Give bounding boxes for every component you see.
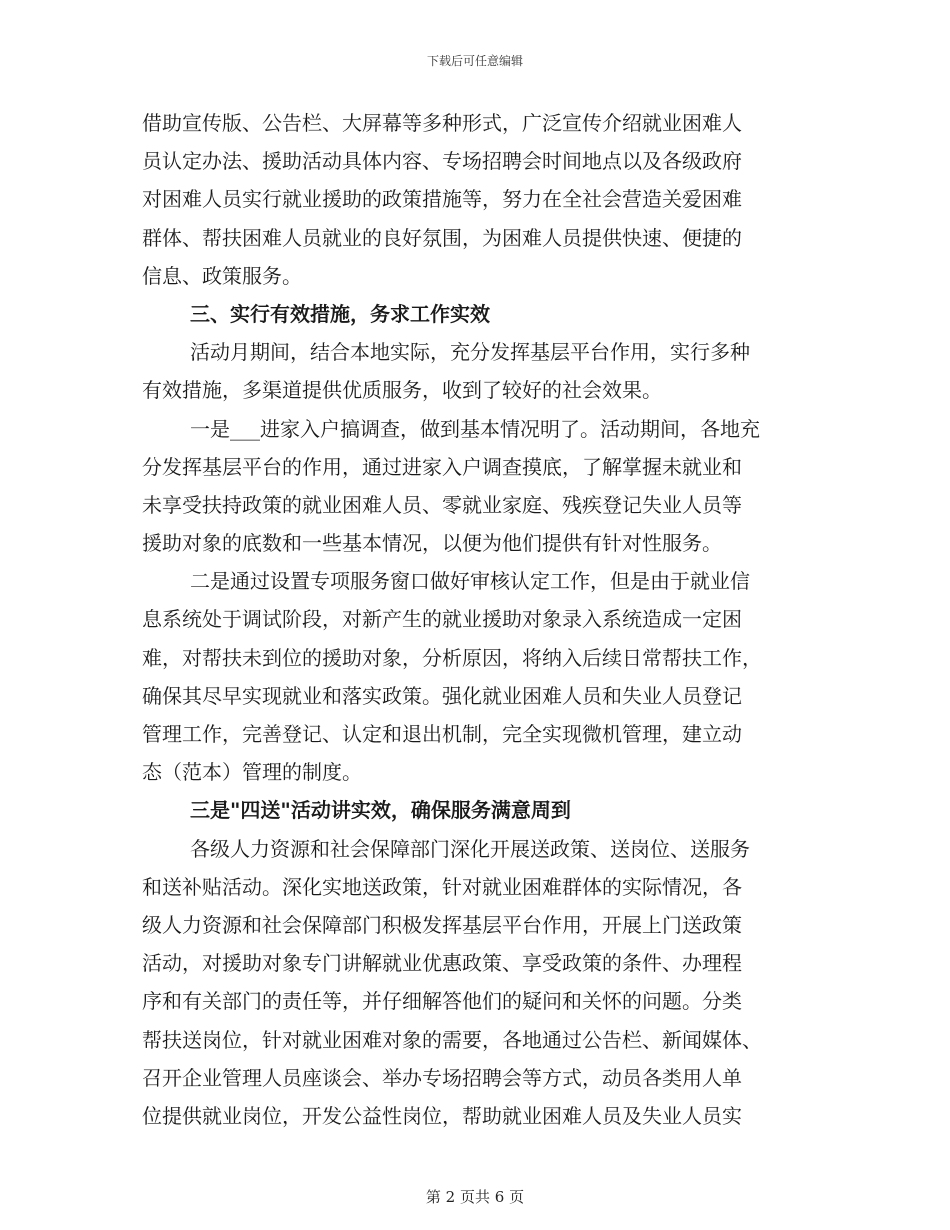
body-text-line: 有效措施，多渠道提供优质服务，收到了较好的社会效果。 <box>142 378 662 403</box>
body-text-line: 位提供就业岗位，开发公益性岗位，帮助就业困难人员及失业人员实 <box>142 1103 742 1128</box>
body-text-line: 难，对帮扶未到位的援助对象，分析原因，将纳入后续日常帮扶工作， <box>142 645 762 670</box>
section-heading: 三是"四送"活动讲实效，确保服务满意周到 <box>190 798 571 823</box>
body-text-line: 群体、帮扶困难人员就业的良好氛围，为困难人员提供快速、便捷的 <box>142 225 742 250</box>
body-text-line: 分发挥基层平台的作用，通过进家入户调查摸底，了解掌握未就业和 <box>142 454 742 479</box>
page-header: 下载后可任意编辑 <box>426 54 523 68</box>
section-heading: 三、实行有效措施，务求工作实效 <box>190 301 490 326</box>
body-text-line: 信息、政策服务。 <box>142 263 302 288</box>
body-text-line: 借助宣传版、公告栏、大屏幕等多种形式，广泛宣传介绍就业困难人 <box>142 111 742 135</box>
body-text-line: 息系统处于调试阶段，对新产生的就业援助对象录入系统造成一定困 <box>142 607 742 632</box>
body-text-line: 帮扶送岗位，针对就业困难对象的需要，各地通过公告栏、新闻媒体、 <box>142 1027 762 1052</box>
body-text-line: 援助对象的底数和一些基本情况，以便为他们提供有针对性服务。 <box>142 531 722 556</box>
body-text-line: 活动，对援助对象专门讲解就业优惠政策、享受政策的条件、办理程 <box>142 951 742 976</box>
body-text-line: 各级人力资源和社会保障部门深化开展送政策、送岗位、送服务 <box>190 836 750 861</box>
body-text-line: 确保其尽早实现就业和落实政策。强化就业困难人员和失业人员登记 <box>142 683 742 708</box>
body-text-line: 态（范本）管理的制度。 <box>142 760 362 785</box>
body-text-line: 级人力资源和社会保障部门积极发挥基层平台作用，开展上门送政策 <box>142 912 742 937</box>
body-text-line: 对困难人员实行就业援助的政策措施等，努力在全社会营造关爱困难 <box>142 187 742 212</box>
document-body <box>142 104 806 1135</box>
body-text-line: 未享受扶持政策的就业困难人员、零就业家庭、残疾登记失业人员等 <box>142 492 742 517</box>
body-text-line: 二是通过设置专项服务窗口做好审核认定工作，但是由于就业信 <box>190 569 750 594</box>
body-text-line: 序和有关部门的责任等，并仔细解答他们的疑问和关怀的问题。分类 <box>142 989 742 1014</box>
body-text-line: 员认定办法、援助活动具体内容、专场招聘会时间地点以及各级政府 <box>142 149 742 174</box>
body-text-line: 和送补贴活动。深化实地送政策，针对就业困难群体的实际情况，各 <box>142 874 742 899</box>
body-text-line: 召开企业管理人员座谈会、举办专场招聘会等方式，动员各类用人单 <box>142 1065 742 1090</box>
page-footer: 第 2 页共 6 页 <box>425 1188 525 1206</box>
body-text-line: 一是___进家入户搞调查，做到基本情况明了。活动期间，各地充 <box>190 416 760 441</box>
body-text-line: 管理工作，完善登记、认定和退出机制，完全实现微机管理，建立动 <box>142 722 742 746</box>
body-text-line: 活动月期间，结合本地实际，充分发挥基层平台作用，实行多种 <box>190 340 750 365</box>
